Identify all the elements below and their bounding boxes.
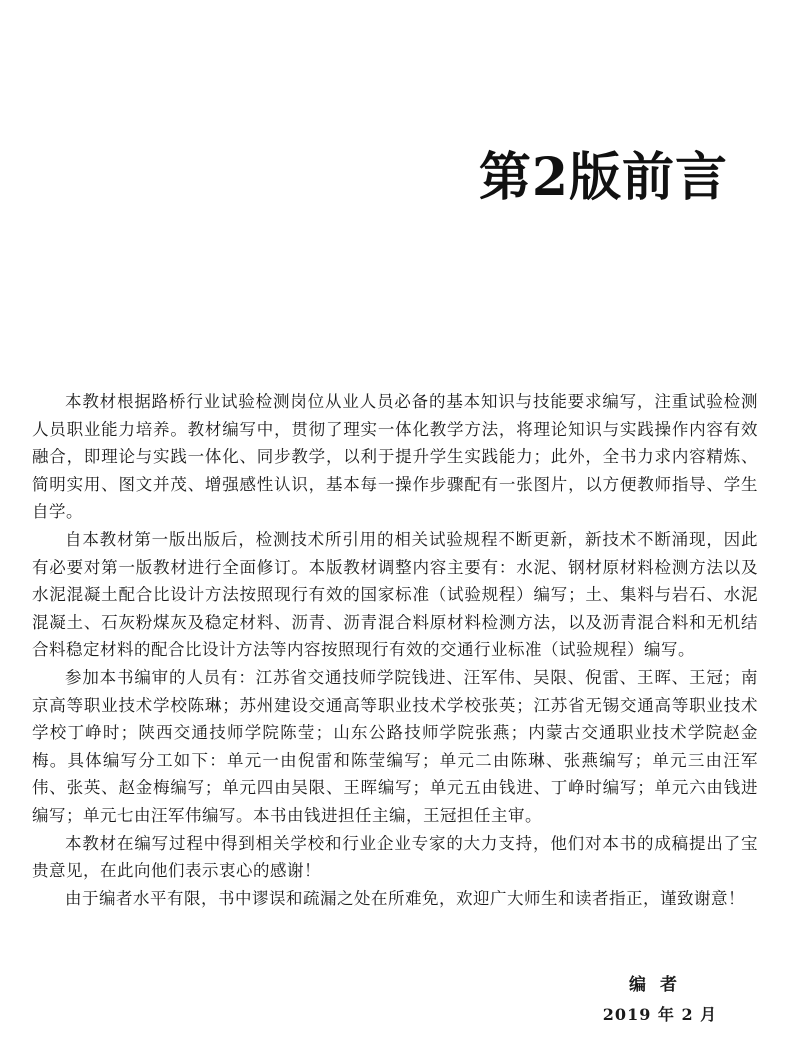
paragraph-revision: 自本教材第一版出版后，检测技术所引用的相关试验规程不断更新，新技术不断涌现，因此有必要对第一版教材进行全面修订。本版教材调整内容主要有：水泥、钢材原材料检测方法以及水泥混凝土配合比设计方法按照现行有效的国家标准（试验规程）编写；土、集料与岩石、水泥混凝土、石灰粉煤灰及稳定材料、沥青、沥青混合料原材料检测方法，以及沥青混合料和无机结合料稳定材料的配合比设计方法等内容按照现行有效的交通行业标准（试验规程）编写。: [32, 529, 758, 660]
signature-date: 2019 年 2 月: [602, 1005, 718, 1024]
paragraph-authors: 参加本书编审的人员有：江苏省交通技师学院钱进、汪军伟、吴限、倪雷、王晖、王冠；南京高等职业技术学校陈琳；苏州建设交通高等职业技术学校张英；江苏省无锡交通高等职业技术学校丁峥时；陕西交通技师学院陈莹；山东公路技师学院张燕；内蒙古交通职业技术学院赵金梅。具体编写分工如下：单元一由倪雷和陈莹编写；单元二由陈琳、张燕编写；单元三由汪军伟、张英、赵金梅编写；单元四由吴限、王晖编写；单元五由钱进、丁峥时编写；单元六由钱进编写；单元七由汪军伟编写。本书由钱进担任主编，王冠担任主审。: [32, 667, 758, 825]
paragraph-apology: 由于编者水平有限，书中谬误和疏漏之处在所难免，欢迎广大师生和读者指正，谨致谢意！: [65, 888, 745, 908]
preface-body: [32, 388, 758, 912]
paragraph-thanks: 本教材在编写过程中得到相关学校和行业企业专家的大力支持，他们对本书的成稿提出了宝贵意见，在此向他们表示衷心的感谢！: [32, 833, 758, 881]
page-title: 第2版前言: [478, 147, 728, 208]
paragraph-intro: 本教材根据路桥行业试验检测岗位从业人员必备的基本知识与技能要求编写，注重试验检测人员职业能力培养。教材编写中，贯彻了理实一体化教学方法，将理论知识与实践操作内容有效融合，即理论与实践一体化、同步教学，以利于提升学生实践能力；此外，全书力求内容精炼、简明实用、图文并茂、增强感性认识，基本每一操作步骤配有一张图片，以方便教师指导、学生自学。: [32, 392, 758, 522]
signature-author: 编者: [629, 975, 691, 995]
